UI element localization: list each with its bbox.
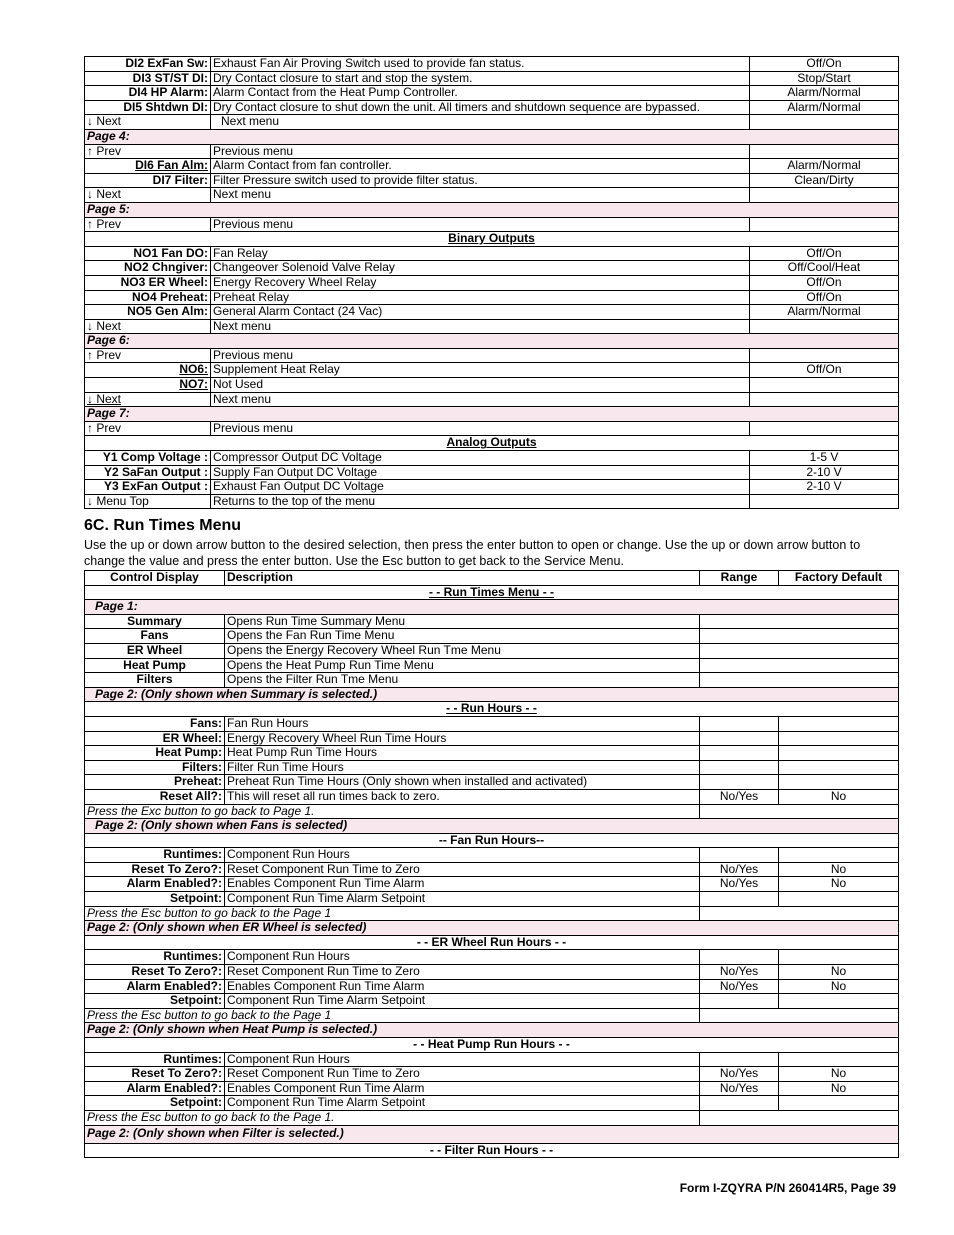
- section-heading-row: [85, 935, 899, 950]
- description-cell: Reset Component Run Time to Zero: [225, 862, 700, 877]
- control-label: Reset To Zero?:: [85, 965, 225, 980]
- next-menu-label: [85, 392, 211, 407]
- note-row: [85, 1008, 899, 1023]
- page-label: Page 4:: [85, 129, 899, 144]
- filter-run-hours-heading: - - Filter Run Hours - -: [85, 1143, 899, 1158]
- range-cell: [700, 892, 779, 907]
- default-cell: [779, 1052, 899, 1067]
- description-cell: Returns to the top of the menu: [211, 494, 750, 509]
- range-cell: 2-10 V: [750, 480, 899, 495]
- table-row: [85, 465, 899, 480]
- table-row: [85, 950, 899, 965]
- run-times-menu-table: [84, 570, 899, 1158]
- description-cell: General Alarm Contact (24 Vac): [211, 305, 750, 320]
- description-cell: Filter Run Time Hours: [225, 760, 700, 775]
- run-hours-heading-text: - - Run Hours - -: [446, 701, 537, 716]
- control-label: DI2 ExFan Sw:: [85, 57, 211, 72]
- range-cell: [750, 392, 899, 407]
- default-cell: No: [779, 1081, 899, 1096]
- control-label: Runtimes:: [85, 848, 225, 863]
- control-label: Runtimes:: [85, 950, 225, 965]
- range-cell: [750, 421, 899, 436]
- table-row: [85, 305, 899, 320]
- range-cell: [750, 115, 899, 130]
- control-label: Alarm Enabled?:: [85, 979, 225, 994]
- range-cell: [700, 643, 899, 658]
- table-row: [85, 892, 899, 907]
- control-label: Y3 ExFan Output :: [85, 480, 211, 495]
- run-times-menu-heading: [85, 585, 899, 600]
- control-label: NO4 Preheat:: [85, 290, 211, 305]
- range-cell: [750, 319, 899, 334]
- note-text: Press the Esc button to go back to the Page 1.: [85, 1110, 700, 1125]
- table-row: [85, 246, 899, 261]
- er-wheel-run-hours-heading: - - ER Wheel Run Hours - -: [85, 935, 899, 950]
- note-row: [85, 906, 899, 921]
- menu-item-filters: Filters: [85, 673, 225, 688]
- control-label: Alarm Enabled?:: [85, 877, 225, 892]
- run-times-menu-heading-text: - - Run Times Menu - -: [428, 585, 555, 599]
- table-row: [85, 57, 899, 72]
- table-row: [85, 480, 899, 495]
- header-row: [85, 571, 899, 586]
- table-row: [85, 100, 899, 115]
- description-cell: Supply Fan Output DC Voltage: [211, 465, 750, 480]
- range-cell: [750, 144, 899, 159]
- description-cell: Next menu: [211, 392, 750, 407]
- control-label: Setpoint:: [85, 1096, 225, 1111]
- description-cell: Reset Component Run Time to Zero: [225, 1067, 700, 1082]
- page-label: Page 2: (Only shown when Heat Pump is selected.): [85, 1023, 899, 1038]
- description-cell: Heat Pump Run Time Hours: [225, 746, 700, 761]
- description-cell: Previous menu: [211, 217, 750, 232]
- range-cell: [700, 629, 899, 644]
- default-cell: [779, 746, 899, 761]
- description-cell: Component Run Time Alarm Setpoint: [225, 892, 700, 907]
- table-row: [85, 673, 899, 688]
- range-cell: Stop/Start: [750, 71, 899, 86]
- table-row: [85, 494, 899, 509]
- description-cell: Component Run Time Alarm Setpoint: [225, 994, 700, 1009]
- description-cell: Opens the Fan Run Time Menu: [225, 629, 700, 644]
- default-cell: [779, 950, 899, 965]
- page-header-row: [85, 1125, 899, 1143]
- header-factory-default: Factory Default: [779, 571, 899, 586]
- table-row: [85, 275, 899, 290]
- page-header-row: [85, 600, 899, 615]
- fan-run-hours-heading: -- Fan Run Hours--: [85, 833, 899, 848]
- description-cell: Previous menu: [211, 348, 750, 363]
- range-cell: [700, 848, 779, 863]
- range-cell: Off/On: [750, 363, 899, 378]
- description-cell: Enables Component Run Time Alarm: [225, 877, 700, 892]
- control-label: Reset To Zero?:: [85, 1067, 225, 1082]
- note-row: [85, 1110, 899, 1125]
- default-cell: [779, 775, 899, 790]
- range-cell: 1-5 V: [750, 451, 899, 466]
- run-hours-heading: [85, 702, 899, 717]
- range-cell: No/Yes: [700, 862, 779, 877]
- control-label: DI4 HP Alarm:: [85, 86, 211, 101]
- range-cell: Off/Cool/Heat: [750, 261, 899, 276]
- range-cell: Off/On: [750, 275, 899, 290]
- control-label: NO3 ER Wheel:: [85, 275, 211, 290]
- default-cell: [779, 731, 899, 746]
- range-cell: No/Yes: [700, 877, 779, 892]
- range-cell: [700, 1096, 779, 1111]
- section-heading-row: [85, 702, 899, 717]
- default-cell: No: [779, 1067, 899, 1082]
- control-label: Setpoint:: [85, 892, 225, 907]
- description-cell: Not Used: [211, 378, 750, 393]
- menu-item-heat-pump: Heat Pump: [85, 658, 225, 673]
- default-cell: No: [779, 877, 899, 892]
- table-row: [85, 363, 899, 378]
- page-footer: Form I-ZQYRA P/N 260414R5, Page 39: [679, 1181, 896, 1195]
- page-header-row: [85, 921, 899, 936]
- page-label: Page 6:: [85, 334, 899, 349]
- table-row: [85, 1081, 899, 1096]
- description-cell: Next menu: [211, 115, 750, 130]
- table-row: [85, 775, 899, 790]
- table-row: [85, 760, 899, 775]
- range-cell: Off/On: [750, 290, 899, 305]
- description-cell: Fan Relay: [211, 246, 750, 261]
- description-cell: Fan Run Hours: [225, 716, 700, 731]
- table-row: [85, 86, 899, 101]
- table-row: [85, 629, 899, 644]
- control-label-text: DI6 Fan Alm:: [135, 158, 208, 173]
- control-label: ER Wheel:: [85, 731, 225, 746]
- description-cell: Dry Contact closure to shut down the unit. All timers and shutdown sequence are bypassed.: [211, 100, 750, 115]
- range-cell: 2-10 V: [750, 465, 899, 480]
- empty-cell: [700, 1110, 899, 1125]
- description-cell: Opens Run Time Summary Menu: [225, 614, 700, 629]
- empty-cell: [700, 1008, 899, 1023]
- table-row: [85, 159, 899, 174]
- default-cell: No: [779, 789, 899, 804]
- range-cell: [750, 188, 899, 203]
- prev-menu-label: ↑ Prev: [85, 217, 211, 232]
- description-cell: Changeover Solenoid Valve Relay: [211, 261, 750, 276]
- description-cell: Reset Component Run Time to Zero: [225, 965, 700, 980]
- control-label: Reset All?:: [85, 789, 225, 804]
- note-text: Press the Esc button to go back to the Page 1: [85, 906, 700, 921]
- description-cell: Previous menu: [211, 144, 750, 159]
- description-cell: Energy Recovery Wheel Relay: [211, 275, 750, 290]
- control-label: DI7 Filter:: [85, 173, 211, 188]
- description-cell: Next menu: [211, 188, 750, 203]
- menu-item-fans: Fans: [85, 629, 225, 644]
- control-label: [85, 378, 211, 393]
- description-cell: Component Run Hours: [225, 1052, 700, 1067]
- section-heading-row: [85, 232, 899, 247]
- control-label: Y2 SaFan Output :: [85, 465, 211, 480]
- table-row: [85, 378, 899, 393]
- table-row: [85, 290, 899, 305]
- section-title: 6C. Run Times Menu: [84, 517, 242, 534]
- table-row: [85, 979, 899, 994]
- table-row: [85, 789, 899, 804]
- description-cell: Energy Recovery Wheel Run Time Hours: [225, 731, 700, 746]
- page-header-row: [85, 202, 899, 217]
- section-intro: Use the up or down arrow button to the desired selection, then press the enter button to open or change. Use the up or down arrow button to change the value and press the enter button. Use the Esc button to get back to the Service Menu.: [84, 538, 861, 568]
- page-header-row: [85, 819, 899, 834]
- table-row: [85, 965, 899, 980]
- description-cell: Filter Pressure switch used to provide filter status.: [211, 173, 750, 188]
- control-label: NO1 Fan DO:: [85, 246, 211, 261]
- control-label: DI3 ST/ST DI:: [85, 71, 211, 86]
- default-cell: [779, 716, 899, 731]
- next-menu-text: ↓ Next: [87, 392, 122, 406]
- control-label: Y1 Comp Voltage :: [85, 451, 211, 466]
- page-label: Page 2: (Only shown when Fans is selected): [85, 819, 899, 834]
- range-cell: No/Yes: [700, 1081, 779, 1096]
- table-row: [85, 144, 899, 159]
- table-row: [85, 392, 899, 407]
- range-cell: No/Yes: [700, 789, 779, 804]
- table-row: [85, 716, 899, 731]
- description-cell: Alarm Contact from the Heat Pump Controller.: [211, 86, 750, 101]
- header-range: Range: [700, 571, 779, 586]
- description-cell: Previous menu: [211, 421, 750, 436]
- default-cell: No: [779, 862, 899, 877]
- table-row: [85, 862, 899, 877]
- table-row: [85, 643, 899, 658]
- control-label: DI5 Shtdwn DI:: [85, 100, 211, 115]
- range-cell: [700, 950, 779, 965]
- menu-item-er-wheel: ER Wheel: [85, 643, 225, 658]
- table-row: [85, 658, 899, 673]
- control-label: Alarm Enabled?:: [85, 1081, 225, 1096]
- table-row: [85, 1067, 899, 1082]
- prev-menu-label: ↑ Prev: [85, 348, 211, 363]
- table-row: [85, 71, 899, 86]
- page-header-row: [85, 407, 899, 422]
- binary-outputs-heading: [85, 232, 899, 247]
- menu-top-label: ↓ Menu Top: [85, 494, 211, 509]
- range-cell: Alarm/Normal: [750, 305, 899, 320]
- page-header-row: [85, 129, 899, 144]
- digital-binary-analog-io-table: [84, 56, 899, 509]
- description-cell: Component Run Hours: [225, 950, 700, 965]
- default-cell: No: [779, 965, 899, 980]
- control-label-text: NO7:: [179, 377, 208, 392]
- table-row: [85, 188, 899, 203]
- description-cell: Alarm Contact from fan controller.: [211, 159, 750, 174]
- table-row: [85, 173, 899, 188]
- note-row: [85, 804, 899, 819]
- table-row: [85, 261, 899, 276]
- control-label: Setpoint:: [85, 994, 225, 1009]
- heat-pump-run-hours-heading: - - Heat Pump Run Hours - -: [85, 1038, 899, 1053]
- table-row: [85, 877, 899, 892]
- page-label: Page 7:: [85, 407, 899, 422]
- binary-outputs-heading-text: Binary Outputs: [448, 231, 535, 246]
- section-heading-row: [85, 585, 899, 600]
- page-header-row: [85, 334, 899, 349]
- control-label: Reset To Zero?:: [85, 862, 225, 877]
- range-cell: Off/On: [750, 57, 899, 72]
- control-label: Filters:: [85, 760, 225, 775]
- description-cell: Opens the Filter Run Tme Menu: [225, 673, 700, 688]
- default-cell: [779, 1096, 899, 1111]
- description-cell: Preheat Run Time Hours (Only shown when installed and activated): [225, 775, 700, 790]
- section-heading-row: [85, 833, 899, 848]
- page-label: Page 1:: [85, 600, 899, 615]
- range-cell: Alarm/Normal: [750, 159, 899, 174]
- header-control-display: Control Display: [85, 571, 225, 586]
- analog-outputs-heading: [85, 436, 899, 451]
- page-label: Page 5:: [85, 202, 899, 217]
- range-cell: [700, 746, 779, 761]
- description-cell: Compressor Output DC Voltage: [211, 451, 750, 466]
- section-heading-row: [85, 436, 899, 451]
- range-cell: No/Yes: [700, 965, 779, 980]
- note-text: Press the Exc button to go back to Page 1.: [85, 804, 700, 819]
- control-label-text: NO6:: [179, 362, 208, 377]
- range-cell: [700, 760, 779, 775]
- menu-item-summary: Summary: [85, 614, 225, 629]
- page-header-row: [85, 687, 899, 702]
- page-label: Page 2: (Only shown when ER Wheel is selected): [85, 921, 899, 936]
- control-label: Runtimes:: [85, 1052, 225, 1067]
- description-cell: Component Run Hours: [225, 848, 700, 863]
- section-heading-row: [85, 1143, 899, 1158]
- prev-menu-label: ↑ Prev: [85, 421, 211, 436]
- range-cell: Alarm/Normal: [750, 100, 899, 115]
- table-row: [85, 848, 899, 863]
- table-row: [85, 451, 899, 466]
- range-cell: [700, 614, 899, 629]
- description-cell: Opens the Heat Pump Run Time Menu: [225, 658, 700, 673]
- description-cell: Enables Component Run Time Alarm: [225, 1081, 700, 1096]
- range-cell: [750, 217, 899, 232]
- prev-menu-label: ↑ Prev: [85, 144, 211, 159]
- range-cell: Clean/Dirty: [750, 173, 899, 188]
- table-row: [85, 614, 899, 629]
- page-label: Page 2: (Only shown when Summary is selected.): [85, 687, 899, 702]
- page-label: Page 2: (Only shown when Filter is selected.): [85, 1125, 899, 1143]
- description-cell: Next menu: [211, 319, 750, 334]
- next-menu-label: ↓ Next: [85, 188, 211, 203]
- control-label: [85, 159, 211, 174]
- range-cell: [700, 673, 899, 688]
- control-label: [85, 363, 211, 378]
- range-cell: [700, 731, 779, 746]
- description-cell: Exhaust Fan Air Proving Switch used to provide fan status.: [211, 57, 750, 72]
- description-cell: Dry Contact closure to start and stop the system.: [211, 71, 750, 86]
- next-menu-label: ↓ Next: [85, 115, 211, 130]
- default-cell: [779, 892, 899, 907]
- description-cell: Supplement Heat Relay: [211, 363, 750, 378]
- control-label: Preheat:: [85, 775, 225, 790]
- empty-cell: [700, 804, 899, 819]
- description-cell: Enables Component Run Time Alarm: [225, 979, 700, 994]
- default-cell: [779, 848, 899, 863]
- table-row: [85, 746, 899, 761]
- range-cell: [700, 658, 899, 673]
- header-description: Description: [225, 571, 700, 586]
- description-cell: Component Run Time Alarm Setpoint: [225, 1096, 700, 1111]
- range-cell: [750, 348, 899, 363]
- description-cell: This will reset all run times back to zero.: [225, 789, 700, 804]
- table-row: [85, 1096, 899, 1111]
- page-header-row: [85, 1023, 899, 1038]
- range-cell: [750, 494, 899, 509]
- description-cell: Preheat Relay: [211, 290, 750, 305]
- note-text: Press the Esc button to go back to the Page 1: [85, 1008, 700, 1023]
- section-heading-row: [85, 1038, 899, 1053]
- table-row: [85, 421, 899, 436]
- empty-cell: [700, 906, 899, 921]
- range-cell: Alarm/Normal: [750, 86, 899, 101]
- table-row: [85, 1052, 899, 1067]
- range-cell: Off/On: [750, 246, 899, 261]
- range-cell: [750, 378, 899, 393]
- control-label: Heat Pump:: [85, 746, 225, 761]
- table-row: [85, 115, 899, 130]
- table-row: [85, 994, 899, 1009]
- default-cell: [779, 760, 899, 775]
- analog-outputs-heading-text: Analog Outputs: [446, 435, 537, 450]
- table-row: [85, 348, 899, 363]
- table-row: [85, 217, 899, 232]
- range-cell: No/Yes: [700, 979, 779, 994]
- control-label: NO5 Gen Alm:: [85, 305, 211, 320]
- range-cell: [700, 994, 779, 1009]
- table-row: [85, 731, 899, 746]
- range-cell: No/Yes: [700, 1067, 779, 1082]
- description-cell: Opens the Energy Recovery Wheel Run Tme Menu: [225, 643, 700, 658]
- table-row: [85, 319, 899, 334]
- range-cell: [700, 775, 779, 790]
- control-label: NO2 Chngiver:: [85, 261, 211, 276]
- range-cell: [700, 716, 779, 731]
- description-cell: Exhaust Fan Output DC Voltage: [211, 480, 750, 495]
- next-menu-label: ↓ Next: [85, 319, 211, 334]
- range-cell: [700, 1052, 779, 1067]
- default-cell: No: [779, 979, 899, 994]
- control-label: Fans:: [85, 716, 225, 731]
- default-cell: [779, 994, 899, 1009]
